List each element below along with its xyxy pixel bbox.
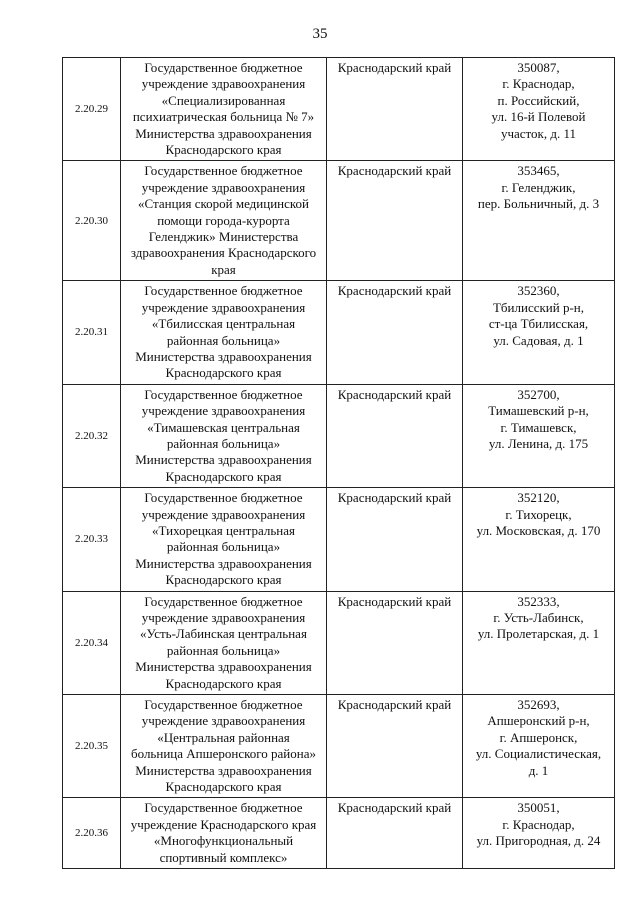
row-number: 2.20.35 [63,695,121,798]
address [463,58,615,161]
address-line: г. Тихорецк, [505,506,572,522]
page-number: 35 [312,26,328,42]
address-line: 352700, [517,386,560,402]
organization-name-line: «Специализированная [161,92,286,108]
address-line: ул. 16-й Полевой [491,109,586,125]
organization-name-line: края [211,261,236,277]
address-line: ул. Садовая, д. 1 [493,332,584,348]
organization-name-line: «Станция скорой медицинской [138,196,309,212]
organization-name-line: «Тихорецкая центральная [152,522,295,538]
organization-name-line: Государственное бюджетное [144,490,303,506]
organization-name-line: «Многофункциональный [153,833,294,849]
organization-name-line: «Усть-Лабинская центральная [140,626,307,642]
organization-name-line: здравоохранения Краснодарского [130,245,317,261]
organization-name [121,281,327,384]
address-line: д. 1 [528,762,549,778]
organization-name [121,488,327,591]
organization-name [121,161,327,281]
address-line: Тбилисский р-н, [492,299,584,315]
region: Краснодарский край [327,58,463,161]
address-line: ул. Пригородная, д. 24 [476,833,601,849]
address-line: ул. Ленина, д. 175 [488,435,589,451]
organization-name-line: спортивный комплекс» [159,849,288,865]
organization-name-line: психиатрическая больница № 7» [132,109,315,125]
row-number: 2.20.32 [63,384,121,487]
address-line: г. Краснодар, [502,76,575,92]
region: Краснодарский край [327,798,463,869]
organization-name-line: Краснодарского края [165,675,282,691]
organization-name [121,384,327,487]
organization-name-line: «Тбилисская центральная [151,316,296,332]
address-line: ст-ца Тбилисская, [488,316,589,332]
address-line: пер. Больничный, д. 3 [477,196,600,212]
address-line: 350087, [517,60,560,75]
organization-name-line: «Тимашевская центральная [147,419,300,435]
organization-name-line: «Центральная районная [157,729,290,745]
address-line: 352120, [517,490,560,506]
address [463,281,615,384]
address-line: ул. Московская, д. 170 [476,522,601,538]
organization-name-line: Краснодарского края [165,142,282,158]
organization-name-line: районная больница» [166,642,281,658]
row-number: 2.20.31 [63,281,121,384]
address [463,161,615,281]
row-number: 2.20.36 [63,798,121,869]
organization-name-line: Геленджик» Министерства [148,229,299,245]
table-row [63,58,615,161]
table-row [63,798,615,869]
organization-name [121,695,327,798]
region: Краснодарский край [327,695,463,798]
address [463,384,615,487]
row-number: 2.20.29 [63,58,121,161]
organization-name-line: районная больница» [166,332,281,348]
organization-name-line: Министерства здравоохранения [135,555,312,571]
region: Краснодарский край [327,281,463,384]
address-line: 352333, [517,593,560,609]
organization-name-line: помощи города-курорта [157,212,290,228]
region: Краснодарский край [327,488,463,591]
organization-name-line: Государственное бюджетное [144,163,303,179]
address [463,798,615,869]
organization-name-line: Министерства здравоохранения [135,659,312,675]
table-row [63,281,615,384]
organization-name-line: Краснодарского края [165,468,282,484]
address-line: участок, д. 11 [500,125,577,141]
organization-name-line: учреждение здравоохранения [141,179,306,195]
address-line: г. Тимашевск, [500,419,577,435]
organization-name-line: районная больница» [166,435,281,451]
organization-name-line: учреждение Краснодарского края [130,816,317,832]
row-number: 2.20.30 [63,161,121,281]
organization-name-line: учреждение здравоохранения [141,713,306,729]
organization-name-line: районная больница» [166,539,281,555]
region: Краснодарский край [327,384,463,487]
table-row [63,591,615,694]
address [463,591,615,694]
address-line: г. Геленджик, [501,179,576,195]
address-line: г. Краснодар, [502,816,575,832]
region: Краснодарский край [327,591,463,694]
address-line: 352360, [517,283,560,299]
registry-table [62,57,615,869]
address-line: ул. Социалистическая, [475,746,602,762]
address [463,695,615,798]
organization-name-line: учреждение здравоохранения [141,506,306,522]
organization-name-line: учреждение здравоохранения [141,403,306,419]
address-line: Апшеронский р-н, [487,713,590,729]
table-row [63,161,615,281]
organization-name-line: Краснодарского края [165,779,282,795]
address-line: 352693, [517,697,560,713]
organization-name-line: Государственное бюджетное [144,386,303,402]
organization-name-line: Министерства здравоохранения [135,762,312,778]
table-row [63,695,615,798]
organization-name-line: учреждение здравоохранения [141,610,306,625]
address-line: 353465, [517,163,560,179]
address-line: ул. Пролетарская, д. 1 [477,626,600,642]
organization-name-line: Краснодарского края [165,365,282,381]
organization-name-line: Государственное бюджетное [144,60,303,75]
address-line: Тимашевский р-н, [488,403,589,419]
address-line: 350051, [517,800,560,816]
table-row [63,384,615,487]
address [463,488,615,591]
organization-name-line: Государственное бюджетное [144,800,303,816]
region: Краснодарский край [327,161,463,281]
organization-name-line: больница Апшеронского района» [131,746,316,762]
address-line: п. Российский, [497,92,580,108]
organization-name [121,58,327,161]
organization-name-line: Государственное бюджетное [144,697,303,713]
organization-name-line: Краснодарского края [165,572,282,588]
address-line: г. Усть-Лабинск, [493,610,584,625]
organization-name-line: Министерства здравоохранения [135,125,312,141]
organization-name-line: Государственное бюджетное [144,593,303,609]
table-row [63,488,615,591]
organization-name-line: учреждение здравоохранения [141,299,306,315]
organization-name-line: Государственное бюджетное [144,283,303,299]
organization-name [121,798,327,869]
organization-name-line: учреждение здравоохранения [141,76,306,92]
row-number: 2.20.34 [63,591,121,694]
row-number: 2.20.33 [63,488,121,591]
organization-name [121,591,327,694]
organization-name-line: Министерства здравоохранения [135,452,312,468]
address-line: г. Апшеронск, [499,729,578,745]
organization-name-line: Министерства здравоохранения [135,348,312,364]
